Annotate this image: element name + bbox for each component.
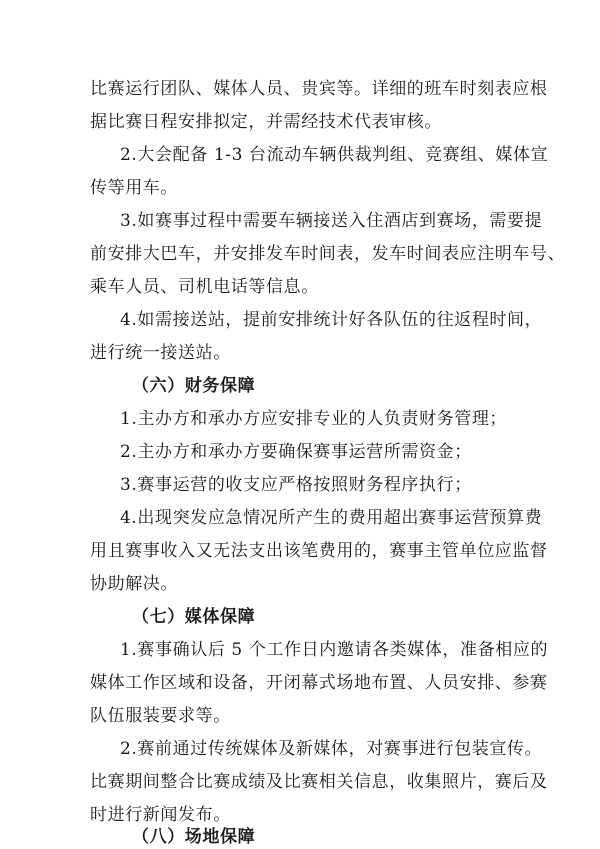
section-heading: （八）场地保障 [132, 827, 256, 847]
text-line: 前安排大巴车，并安排发车时间表，发车时间表应注明车号、 [90, 244, 566, 264]
text-line: 据比赛日程安排拟定，并需经技术代表审核。 [90, 112, 442, 132]
text-line: 传等用车。 [90, 178, 178, 198]
text-line: 4.如需接送站，提前安排统计好各队伍的往返程时间， [120, 310, 543, 330]
text-line: 4.出现突发应急情况所产生的费用超出赛事运营预算费 [120, 508, 543, 528]
text-line: 媒体工作区域和设备，开闭幕式场地布置、人员安排、参赛 [90, 673, 548, 693]
text-line: 时进行新闻发布。 [90, 805, 231, 825]
text-line: 队伍服装要求等。 [90, 706, 231, 726]
section-heading: （七）媒体保障 [132, 607, 256, 627]
text-line: 3.赛事运营的收支应严格按照财务程序执行； [120, 475, 472, 495]
text-line: 用且赛事收入又无法支出该笔费用的，赛事主管单位应监督 [90, 541, 548, 561]
text-line: 3.如赛事过程中需要车辆接送入住酒店到赛场，需要提 [120, 211, 543, 231]
text-line: 协助解决。 [90, 574, 178, 594]
text-line: 进行统一接送站。 [90, 343, 231, 363]
text-line: 1.赛事确认后 5 个工作日内邀请各类媒体，准备相应的 [120, 640, 549, 660]
text-line: 2.大会配备 1-3 台流动车辆供裁判组、竞赛组、媒体宣 [120, 145, 549, 165]
text-line: 比赛期间整合比赛成绩及比赛相关信息，收集照片，赛后及 [90, 772, 548, 792]
text-line: 乘车人员、司机电话等信息。 [90, 277, 319, 297]
text-line: 2.赛前通过传统媒体及新媒体，对赛事进行包装宣传。 [120, 739, 543, 759]
text-line: 比赛运行团队、媒体人员、贵宾等。详细的班车时刻表应根 [90, 79, 548, 99]
text-line: 2.主办方和承办方要确保赛事运营所需资金； [120, 442, 472, 462]
text-line: 1.主办方和承办方应安排专业的人负责财务管理； [120, 409, 508, 429]
section-heading: （六）财务保障 [132, 376, 256, 396]
